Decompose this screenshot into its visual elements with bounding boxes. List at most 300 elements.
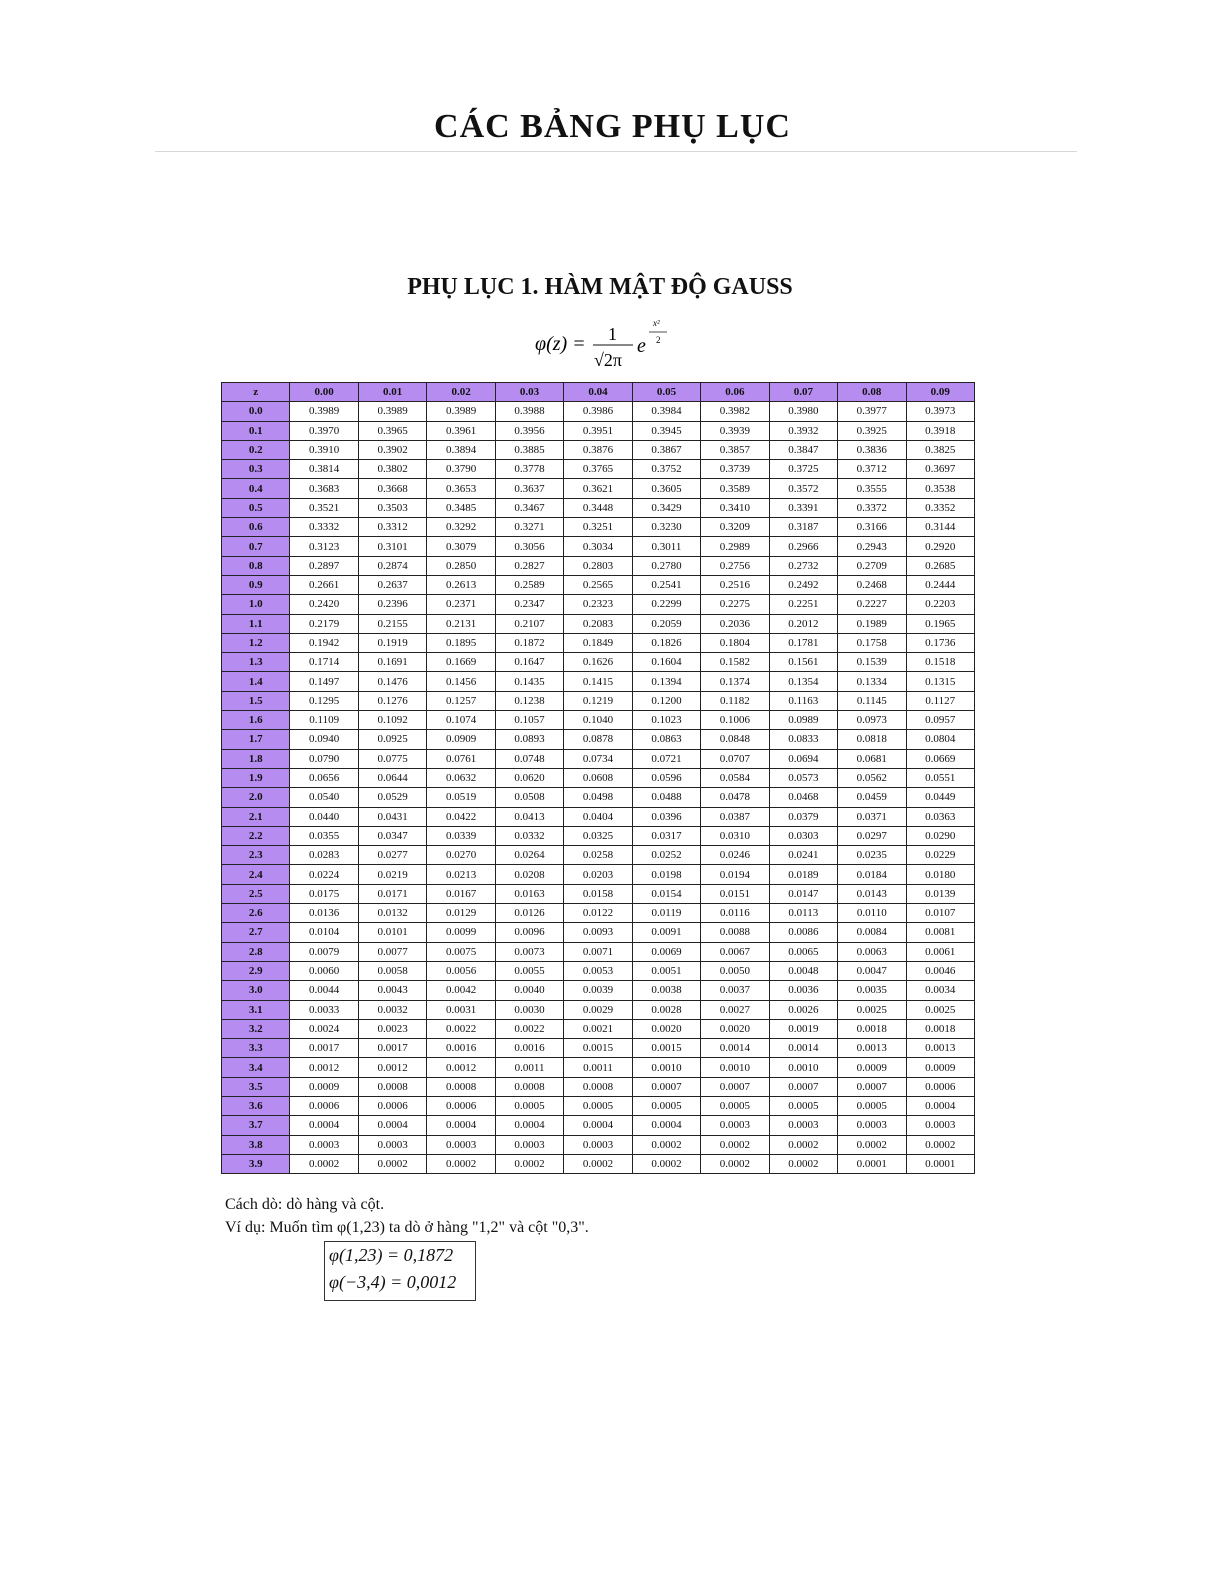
table-cell: 0.0033 bbox=[290, 1000, 358, 1019]
table-cell: 0.1582 bbox=[701, 653, 769, 672]
table-cell: 0.0005 bbox=[701, 1096, 769, 1115]
table-cell: 0.3429 bbox=[632, 498, 700, 517]
table-row bbox=[222, 749, 975, 768]
table-cell: 0.3034 bbox=[564, 537, 632, 556]
table-cell: 0.1647 bbox=[495, 653, 563, 672]
table-row bbox=[222, 1154, 975, 1173]
row-header: 2.0 bbox=[222, 788, 290, 807]
table-cell: 0.0010 bbox=[769, 1058, 837, 1077]
table-row bbox=[222, 730, 975, 749]
table-cell: 0.0107 bbox=[906, 904, 974, 923]
table-cell: 0.0008 bbox=[495, 1077, 563, 1096]
table-row bbox=[222, 691, 975, 710]
table-cell: 0.1006 bbox=[701, 711, 769, 730]
row-header: 1.2 bbox=[222, 633, 290, 652]
row-header: 1.3 bbox=[222, 653, 290, 672]
table-cell: 0.0009 bbox=[838, 1058, 906, 1077]
table-cell: 0.0775 bbox=[358, 749, 426, 768]
table-cell: 0.0022 bbox=[427, 1019, 495, 1038]
how-to-read-note: Cách dò: dò hàng và cột. bbox=[225, 1196, 385, 1213]
col-header: 0.03 bbox=[495, 383, 563, 402]
table-cell: 0.0007 bbox=[632, 1077, 700, 1096]
table-cell: 0.0235 bbox=[838, 846, 906, 865]
table-cell: 0.2897 bbox=[290, 556, 358, 575]
table-cell: 0.1374 bbox=[701, 672, 769, 691]
table-cell: 0.3970 bbox=[290, 421, 358, 440]
table-cell: 0.0007 bbox=[838, 1077, 906, 1096]
table-cell: 0.2943 bbox=[838, 537, 906, 556]
gauss-density-table bbox=[221, 382, 975, 1174]
table-cell: 0.1415 bbox=[564, 672, 632, 691]
table-cell: 0.0208 bbox=[495, 865, 563, 884]
row-header: 3.4 bbox=[222, 1058, 290, 1077]
table-cell: 0.0079 bbox=[290, 942, 358, 961]
table-cell: 0.0681 bbox=[838, 749, 906, 768]
table-cell: 0.0002 bbox=[495, 1154, 563, 1173]
row-header: 0.5 bbox=[222, 498, 290, 517]
table-cell: 0.3712 bbox=[838, 460, 906, 479]
table-cell: 0.2756 bbox=[701, 556, 769, 575]
row-header: 3.7 bbox=[222, 1116, 290, 1135]
table-cell: 0.1691 bbox=[358, 653, 426, 672]
table-cell: 0.0478 bbox=[701, 788, 769, 807]
table-cell: 0.3925 bbox=[838, 421, 906, 440]
table-cell: 0.1182 bbox=[701, 691, 769, 710]
row-header: 2.4 bbox=[222, 865, 290, 884]
table-cell: 0.0818 bbox=[838, 730, 906, 749]
table-cell: 0.3857 bbox=[701, 440, 769, 459]
col-header: 0.02 bbox=[427, 383, 495, 402]
table-cell: 0.0252 bbox=[632, 846, 700, 865]
row-header: 2.7 bbox=[222, 923, 290, 942]
table-cell: 0.0422 bbox=[427, 807, 495, 826]
table-cell: 0.0129 bbox=[427, 904, 495, 923]
table-cell: 0.0029 bbox=[564, 1000, 632, 1019]
table-cell: 0.0007 bbox=[701, 1077, 769, 1096]
table-cell: 0.0005 bbox=[495, 1096, 563, 1115]
table-body bbox=[222, 402, 975, 1174]
table-row bbox=[222, 807, 975, 826]
table-cell: 0.3079 bbox=[427, 537, 495, 556]
table-row bbox=[222, 460, 975, 479]
table-cell: 0.0065 bbox=[769, 942, 837, 961]
table-cell: 0.1074 bbox=[427, 711, 495, 730]
table-row bbox=[222, 981, 975, 1000]
formula-exponent-den: 2 bbox=[656, 335, 661, 345]
table-cell: 0.1669 bbox=[427, 653, 495, 672]
table-cell: 0.0139 bbox=[906, 884, 974, 903]
table-cell: 0.0061 bbox=[906, 942, 974, 961]
table-cell: 0.2323 bbox=[564, 595, 632, 614]
table-cell: 0.0297 bbox=[838, 826, 906, 845]
table-cell: 0.1238 bbox=[495, 691, 563, 710]
row-header: 3.0 bbox=[222, 981, 290, 1000]
table-cell: 0.0011 bbox=[564, 1058, 632, 1077]
table-cell: 0.0184 bbox=[838, 865, 906, 884]
table-cell: 0.0099 bbox=[427, 923, 495, 942]
table-cell: 0.0016 bbox=[427, 1039, 495, 1058]
table-cell: 0.0878 bbox=[564, 730, 632, 749]
table-cell: 0.1145 bbox=[838, 691, 906, 710]
table-cell: 0.0449 bbox=[906, 788, 974, 807]
table-cell: 0.0010 bbox=[701, 1058, 769, 1077]
table-cell: 0.0203 bbox=[564, 865, 632, 884]
table-cell: 0.0002 bbox=[632, 1135, 700, 1154]
table-cell: 0.0005 bbox=[769, 1096, 837, 1115]
table-cell: 0.3056 bbox=[495, 537, 563, 556]
table-cell: 0.0004 bbox=[632, 1116, 700, 1135]
table-cell: 0.3988 bbox=[495, 402, 563, 421]
table-cell: 0.0113 bbox=[769, 904, 837, 923]
table-cell: 0.2251 bbox=[769, 595, 837, 614]
table-cell: 0.2874 bbox=[358, 556, 426, 575]
table-cell: 0.2036 bbox=[701, 614, 769, 633]
table-row bbox=[222, 768, 975, 787]
table-cell: 0.0656 bbox=[290, 768, 358, 787]
table-cell: 0.0006 bbox=[358, 1096, 426, 1115]
table-row bbox=[222, 1000, 975, 1019]
row-header: 3.8 bbox=[222, 1135, 290, 1154]
table-cell: 0.1942 bbox=[290, 633, 358, 652]
table-cell: 0.1023 bbox=[632, 711, 700, 730]
table-cell: 0.0009 bbox=[290, 1077, 358, 1096]
row-header: 0.3 bbox=[222, 460, 290, 479]
table-cell: 0.0002 bbox=[427, 1154, 495, 1173]
table-row bbox=[222, 1096, 975, 1115]
table-cell: 0.0258 bbox=[564, 846, 632, 865]
table-cell: 0.0363 bbox=[906, 807, 974, 826]
table-cell: 0.0317 bbox=[632, 826, 700, 845]
table-cell: 0.3391 bbox=[769, 498, 837, 517]
table-cell: 0.0303 bbox=[769, 826, 837, 845]
row-header: 1.6 bbox=[222, 711, 290, 730]
table-cell: 0.0440 bbox=[290, 807, 358, 826]
table-cell: 0.3352 bbox=[906, 498, 974, 517]
table-cell: 0.3986 bbox=[564, 402, 632, 421]
table-cell: 0.0024 bbox=[290, 1019, 358, 1038]
table-cell: 0.3961 bbox=[427, 421, 495, 440]
table-cell: 0.1127 bbox=[906, 691, 974, 710]
table-cell: 0.3621 bbox=[564, 479, 632, 498]
table-cell: 0.0562 bbox=[838, 768, 906, 787]
table-cell: 0.3485 bbox=[427, 498, 495, 517]
table-cell: 0.0058 bbox=[358, 961, 426, 980]
table-cell: 0.0126 bbox=[495, 904, 563, 923]
table-cell: 0.3372 bbox=[838, 498, 906, 517]
table-cell: 0.3910 bbox=[290, 440, 358, 459]
table-cell: 0.0973 bbox=[838, 711, 906, 730]
table-row bbox=[222, 537, 975, 556]
table-cell: 0.0010 bbox=[632, 1058, 700, 1077]
table-cell: 0.0355 bbox=[290, 826, 358, 845]
table-cell: 0.3653 bbox=[427, 479, 495, 498]
title-divider bbox=[155, 151, 1077, 152]
table-cell: 0.3467 bbox=[495, 498, 563, 517]
table-cell: 0.2299 bbox=[632, 595, 700, 614]
table-cell: 0.0290 bbox=[906, 826, 974, 845]
table-cell: 0.1781 bbox=[769, 633, 837, 652]
table-cell: 0.3977 bbox=[838, 402, 906, 421]
table-cell: 0.0091 bbox=[632, 923, 700, 942]
table-cell: 0.3230 bbox=[632, 518, 700, 537]
table-cell: 0.0050 bbox=[701, 961, 769, 980]
table-row bbox=[222, 865, 975, 884]
table-row bbox=[222, 788, 975, 807]
table-cell: 0.0104 bbox=[290, 923, 358, 942]
table-row bbox=[222, 904, 975, 923]
table-cell: 0.0101 bbox=[358, 923, 426, 942]
col-header: 0.06 bbox=[701, 383, 769, 402]
table-row bbox=[222, 653, 975, 672]
col-header: 0.07 bbox=[769, 383, 837, 402]
table-cell: 0.0005 bbox=[632, 1096, 700, 1115]
table-cell: 0.1456 bbox=[427, 672, 495, 691]
table-cell: 0.3894 bbox=[427, 440, 495, 459]
table-row bbox=[222, 421, 975, 440]
row-header: 0.7 bbox=[222, 537, 290, 556]
table-cell: 0.0016 bbox=[495, 1039, 563, 1058]
table-cell: 0.1497 bbox=[290, 672, 358, 691]
table-row bbox=[222, 498, 975, 517]
table-cell: 0.0154 bbox=[632, 884, 700, 903]
table-cell: 0.1334 bbox=[838, 672, 906, 691]
table-cell: 0.0551 bbox=[906, 768, 974, 787]
table-cell: 0.3739 bbox=[701, 460, 769, 479]
table-cell: 0.2107 bbox=[495, 614, 563, 633]
table-cell: 0.0413 bbox=[495, 807, 563, 826]
row-header: 2.5 bbox=[222, 884, 290, 903]
row-header: 0.4 bbox=[222, 479, 290, 498]
table-cell: 0.1626 bbox=[564, 653, 632, 672]
table-cell: 0.0004 bbox=[358, 1116, 426, 1135]
table-cell: 0.0644 bbox=[358, 768, 426, 787]
table-cell: 0.0325 bbox=[564, 826, 632, 845]
table-cell: 0.3292 bbox=[427, 518, 495, 537]
table-cell: 0.3752 bbox=[632, 460, 700, 479]
table-cell: 0.0669 bbox=[906, 749, 974, 768]
row-header: 3.1 bbox=[222, 1000, 290, 1019]
table-cell: 0.0023 bbox=[358, 1019, 426, 1038]
table-cell: 0.0001 bbox=[906, 1154, 974, 1173]
table-cell: 0.0213 bbox=[427, 865, 495, 884]
table-row bbox=[222, 1019, 975, 1038]
col-header: 0.09 bbox=[906, 383, 974, 402]
table-cell: 0.1989 bbox=[838, 614, 906, 633]
table-cell: 0.0096 bbox=[495, 923, 563, 942]
table-cell: 0.0379 bbox=[769, 807, 837, 826]
table-cell: 0.0529 bbox=[358, 788, 426, 807]
table-cell: 0.0004 bbox=[495, 1116, 563, 1135]
col-header: 0.04 bbox=[564, 383, 632, 402]
table-cell: 0.3144 bbox=[906, 518, 974, 537]
table-cell: 0.0194 bbox=[701, 865, 769, 884]
table-cell: 0.3332 bbox=[290, 518, 358, 537]
row-header: 3.2 bbox=[222, 1019, 290, 1038]
table-cell: 0.0468 bbox=[769, 788, 837, 807]
table-cell: 0.0053 bbox=[564, 961, 632, 980]
table-cell: 0.0893 bbox=[495, 730, 563, 749]
table-cell: 0.0048 bbox=[769, 961, 837, 980]
col-header: 0.05 bbox=[632, 383, 700, 402]
table-cell: 0.0025 bbox=[838, 1000, 906, 1019]
table-cell: 0.0002 bbox=[290, 1154, 358, 1173]
table-cell: 0.0055 bbox=[495, 961, 563, 980]
table-cell: 0.3980 bbox=[769, 402, 837, 421]
table-cell: 0.0848 bbox=[701, 730, 769, 749]
table-cell: 0.1919 bbox=[358, 633, 426, 652]
table-cell: 0.0069 bbox=[632, 942, 700, 961]
table-cell: 0.2709 bbox=[838, 556, 906, 575]
table-cell: 0.0035 bbox=[838, 981, 906, 1000]
table-cell: 0.0584 bbox=[701, 768, 769, 787]
row-header: 0.6 bbox=[222, 518, 290, 537]
table-cell: 0.2179 bbox=[290, 614, 358, 633]
table-cell: 0.0804 bbox=[906, 730, 974, 749]
table-cell: 0.0136 bbox=[290, 904, 358, 923]
table-cell: 0.0246 bbox=[701, 846, 769, 865]
table-cell: 0.0013 bbox=[838, 1039, 906, 1058]
table-cell: 0.3790 bbox=[427, 460, 495, 479]
table-cell: 0.3973 bbox=[906, 402, 974, 421]
table-cell: 0.0004 bbox=[290, 1116, 358, 1135]
table-cell: 0.0119 bbox=[632, 904, 700, 923]
table-cell: 0.0508 bbox=[495, 788, 563, 807]
table-cell: 0.0009 bbox=[906, 1058, 974, 1077]
row-header: 3.6 bbox=[222, 1096, 290, 1115]
table-cell: 0.0003 bbox=[769, 1116, 837, 1135]
table-row bbox=[222, 575, 975, 594]
table-cell: 0.0011 bbox=[495, 1058, 563, 1077]
table-cell: 0.3589 bbox=[701, 479, 769, 498]
table-cell: 0.3521 bbox=[290, 498, 358, 517]
table-row bbox=[222, 614, 975, 633]
table-cell: 0.0573 bbox=[769, 768, 837, 787]
formula-numerator: 1 bbox=[608, 324, 617, 344]
table-cell: 0.0003 bbox=[290, 1135, 358, 1154]
table-cell: 0.0008 bbox=[564, 1077, 632, 1096]
table-cell: 0.0224 bbox=[290, 865, 358, 884]
table-cell: 0.2012 bbox=[769, 614, 837, 633]
table-cell: 0.0925 bbox=[358, 730, 426, 749]
table-cell: 0.0077 bbox=[358, 942, 426, 961]
table-cell: 0.0277 bbox=[358, 846, 426, 865]
table-cell: 0.0909 bbox=[427, 730, 495, 749]
row-header: 3.5 bbox=[222, 1077, 290, 1096]
table-cell: 0.1736 bbox=[906, 633, 974, 652]
table-cell: 0.0060 bbox=[290, 961, 358, 980]
table-cell: 0.0347 bbox=[358, 826, 426, 845]
table-cell: 0.0596 bbox=[632, 768, 700, 787]
table-cell: 0.3956 bbox=[495, 421, 563, 440]
table-cell: 0.1354 bbox=[769, 672, 837, 691]
table-cell: 0.1804 bbox=[701, 633, 769, 652]
table-cell: 0.1604 bbox=[632, 653, 700, 672]
table-cell: 0.2732 bbox=[769, 556, 837, 575]
table-cell: 0.0387 bbox=[701, 807, 769, 826]
table-row bbox=[222, 672, 975, 691]
table-cell: 0.0004 bbox=[427, 1116, 495, 1135]
table-cell: 0.3982 bbox=[701, 402, 769, 421]
table-cell: 0.0084 bbox=[838, 923, 906, 942]
table-cell: 0.0081 bbox=[906, 923, 974, 942]
table-cell: 0.0241 bbox=[769, 846, 837, 865]
table-cell: 0.0046 bbox=[906, 961, 974, 980]
table-cell: 0.3011 bbox=[632, 537, 700, 556]
table-row bbox=[222, 1116, 975, 1135]
table-cell: 0.3989 bbox=[358, 402, 426, 421]
row-header: 1.4 bbox=[222, 672, 290, 691]
table-cell: 0.0018 bbox=[838, 1019, 906, 1038]
table-cell: 0.0020 bbox=[632, 1019, 700, 1038]
table-cell: 0.0371 bbox=[838, 807, 906, 826]
table-row bbox=[222, 440, 975, 459]
table-cell: 0.2347 bbox=[495, 595, 563, 614]
table-cell: 0.0044 bbox=[290, 981, 358, 1000]
table-cell: 0.0005 bbox=[564, 1096, 632, 1115]
table-cell: 0.2371 bbox=[427, 595, 495, 614]
table-cell: 0.0488 bbox=[632, 788, 700, 807]
table-row bbox=[222, 1135, 975, 1154]
row-header: 0.1 bbox=[222, 421, 290, 440]
formula-lhs: φ(z) = bbox=[535, 333, 586, 355]
row-header: 0.8 bbox=[222, 556, 290, 575]
table-cell: 0.0002 bbox=[769, 1154, 837, 1173]
table-cell: 0.2661 bbox=[290, 575, 358, 594]
table-cell: 0.0051 bbox=[632, 961, 700, 980]
table-cell: 0.3503 bbox=[358, 498, 426, 517]
table-cell: 0.0040 bbox=[495, 981, 563, 1000]
table-cell: 0.0180 bbox=[906, 865, 974, 884]
table-cell: 0.0015 bbox=[632, 1039, 700, 1058]
row-header: 1.9 bbox=[222, 768, 290, 787]
table-cell: 0.0038 bbox=[632, 981, 700, 1000]
table-cell: 0.0007 bbox=[769, 1077, 837, 1096]
table-cell: 0.0459 bbox=[838, 788, 906, 807]
table-row bbox=[222, 1039, 975, 1058]
table-cell: 0.0132 bbox=[358, 904, 426, 923]
table-cell: 0.0332 bbox=[495, 826, 563, 845]
table-cell: 0.0003 bbox=[701, 1116, 769, 1135]
table-cell: 0.0004 bbox=[564, 1116, 632, 1135]
table-cell: 0.0167 bbox=[427, 884, 495, 903]
table-cell: 0.0034 bbox=[906, 981, 974, 1000]
table-cell: 0.1276 bbox=[358, 691, 426, 710]
corner-header: z bbox=[222, 383, 290, 402]
table-cell: 0.2516 bbox=[701, 575, 769, 594]
table-cell: 0.1518 bbox=[906, 653, 974, 672]
table-row bbox=[222, 402, 975, 421]
table-cell: 0.3410 bbox=[701, 498, 769, 517]
table-cell: 0.2685 bbox=[906, 556, 974, 575]
table-cell: 0.1895 bbox=[427, 633, 495, 652]
table-cell: 0.3448 bbox=[564, 498, 632, 517]
table-cell: 0.3989 bbox=[290, 402, 358, 421]
table-cell: 0.0283 bbox=[290, 846, 358, 865]
table-cell: 0.3605 bbox=[632, 479, 700, 498]
table-cell: 0.0620 bbox=[495, 768, 563, 787]
table-cell: 0.3984 bbox=[632, 402, 700, 421]
row-header: 0.2 bbox=[222, 440, 290, 459]
table-cell: 0.0003 bbox=[495, 1135, 563, 1154]
table-cell: 0.1109 bbox=[290, 711, 358, 730]
table-cell: 0.0037 bbox=[701, 981, 769, 1000]
table-cell: 0.1163 bbox=[769, 691, 837, 710]
table-cell: 0.0110 bbox=[838, 904, 906, 923]
table-cell: 0.0171 bbox=[358, 884, 426, 903]
table-cell: 0.0198 bbox=[632, 865, 700, 884]
table-cell: 0.0158 bbox=[564, 884, 632, 903]
table-cell: 0.0021 bbox=[564, 1019, 632, 1038]
